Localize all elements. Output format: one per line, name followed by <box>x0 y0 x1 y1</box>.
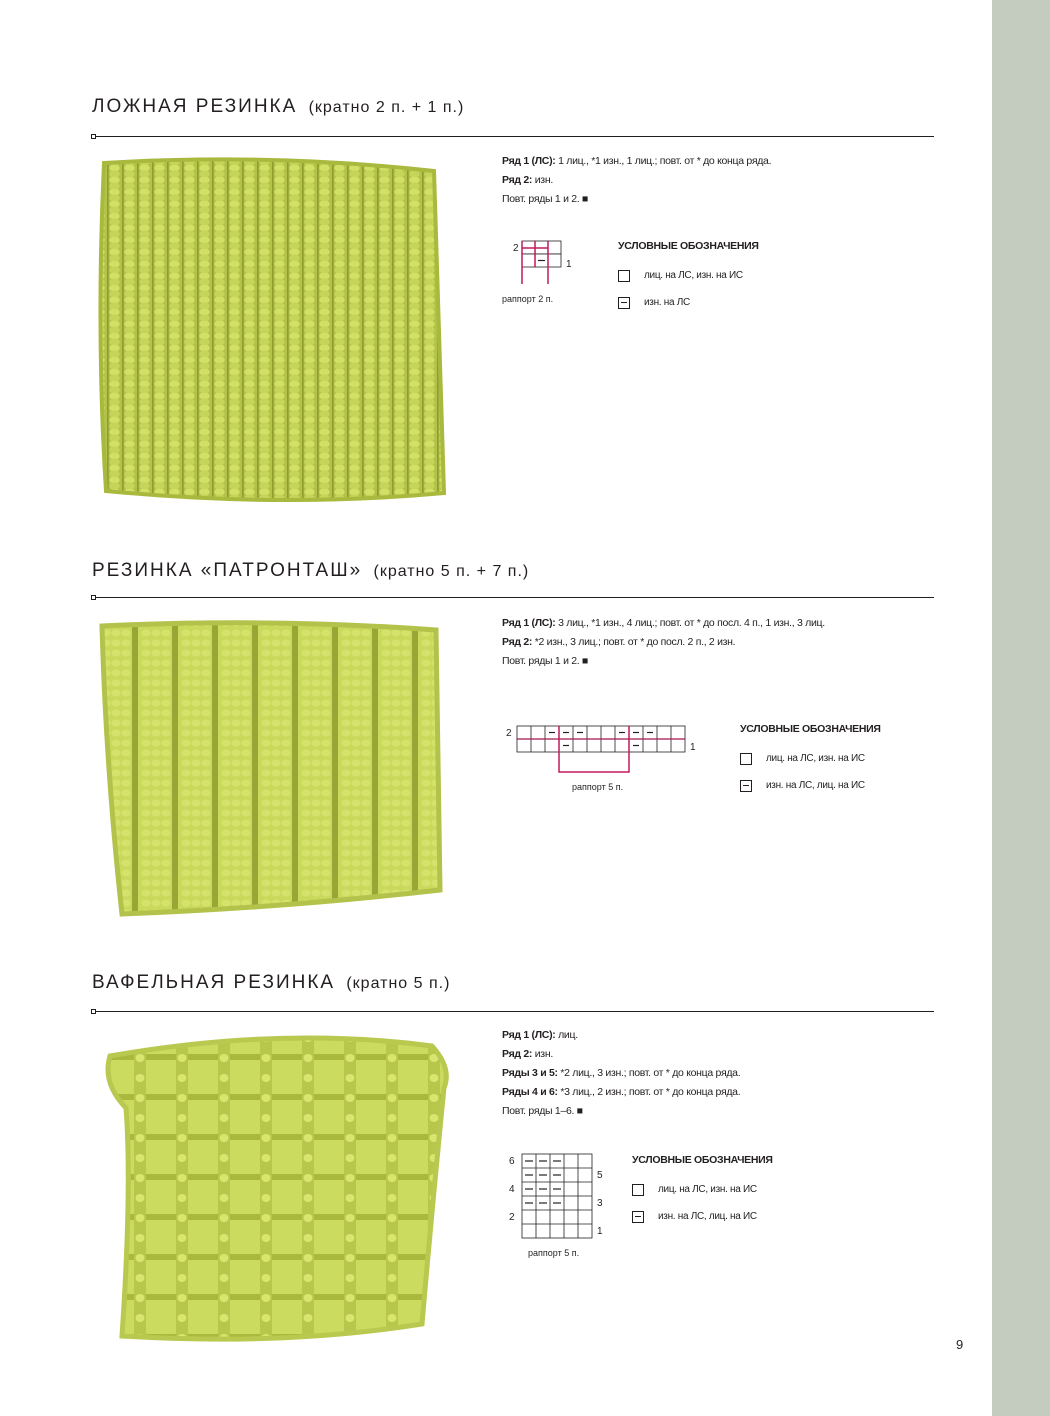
rule-dot <box>91 134 96 139</box>
swatch-image <box>92 1028 464 1350</box>
section-rule <box>92 136 934 137</box>
row-label: 5 <box>597 1170 603 1181</box>
legend-item: изн. на ЛС <box>618 289 759 316</box>
instruction-line: Ряд 2: *2 изн., 3 лиц.; повт. от * до посл. 2 п., 2 изн. <box>502 636 736 648</box>
instructions <box>502 152 771 209</box>
instruction-line: Ряд 1 (ЛС): лиц. <box>502 1029 578 1041</box>
stitch-chart <box>502 236 592 316</box>
repeat-label: раппорт 2 п. <box>502 294 554 304</box>
row-label: 1 <box>566 259 572 270</box>
row-label: 2 <box>509 1212 515 1223</box>
section-rule <box>92 597 934 598</box>
rule-dot <box>91 1009 96 1014</box>
instructions <box>502 614 825 671</box>
instruction-line: Повт. ряды 1 и 2. ■ <box>502 193 589 205</box>
legend-item: лиц. на ЛС, изн. на ИС <box>632 1176 773 1203</box>
legend-title: УСЛОВНЫЕ ОБОЗНАЧЕНИЯ <box>618 240 759 252</box>
stitch-chart <box>502 1150 612 1262</box>
instruction-line: Повт. ряды 1–6. ■ <box>502 1105 583 1117</box>
title-text: ВАФЕЛЬНАЯ РЕЗИНКА <box>92 972 336 993</box>
section-false-rib <box>92 96 934 516</box>
row-label: 3 <box>597 1198 603 1209</box>
section-title <box>92 560 529 582</box>
row-label: 2 <box>513 243 519 254</box>
legend <box>740 723 881 799</box>
row-label: 1 <box>597 1226 603 1237</box>
stitch-chart <box>502 720 702 800</box>
purl-symbol-icon <box>740 780 752 792</box>
knit-symbol-icon <box>632 1184 644 1196</box>
legend <box>618 240 759 316</box>
instruction-line: Ряд 1 (ЛС): 3 лиц., *1 изн., 4 лиц.; повт. от * до посл. 4 п., 1 изн., 3 лиц. <box>502 617 825 629</box>
legend-item: лиц. на ЛС, изн. на ИС <box>740 745 881 772</box>
repeat-label: раппорт 5 п. <box>528 1248 580 1258</box>
instruction-line: Ряды 3 и 5: *2 лиц., 3 изн.; повт. от * до конца ряда. <box>502 1067 741 1079</box>
title-qualifier: (кратно 2 п. + 1 п.) <box>308 99 465 116</box>
instruction-line: Ряды 4 и 6: *3 лиц., 2 изн.; повт. от * до конца ряда. <box>502 1086 741 1098</box>
row-label: 6 <box>509 1156 515 1167</box>
section-rule <box>92 1011 934 1012</box>
legend-item: изн. на ЛС, лиц. на ИС <box>740 772 881 799</box>
legend-title: УСЛОВНЫЕ ОБОЗНАЧЕНИЯ <box>632 1154 773 1166</box>
section-title <box>92 972 450 994</box>
purl-symbol-icon <box>632 1211 644 1223</box>
legend-title: УСЛОВНЫЕ ОБОЗНАЧЕНИЯ <box>740 723 881 735</box>
instruction-line: Повт. ряды 1 и 2. ■ <box>502 655 589 667</box>
title-text: ЛОЖНАЯ РЕЗИНКА <box>92 96 298 117</box>
swatch-image <box>92 153 462 513</box>
purl-symbol-icon <box>618 297 630 309</box>
section-waffle-rib <box>92 972 934 1362</box>
legend-item: лиц. на ЛС, изн. на ИС <box>618 262 759 289</box>
legend <box>632 1154 773 1230</box>
instructions <box>502 1026 740 1121</box>
row-label: 4 <box>509 1184 515 1195</box>
title-text: РЕЗИНКА «ПАТРОНТАШ» <box>92 560 363 581</box>
row-label: 2 <box>506 728 512 739</box>
rule-dot <box>91 595 96 600</box>
instruction-line: Ряд 2: изн. <box>502 174 553 186</box>
knit-symbol-icon <box>618 270 630 282</box>
page-number: 9 <box>956 1337 964 1352</box>
side-band <box>992 0 1050 1416</box>
knit-symbol-icon <box>740 753 752 765</box>
title-qualifier: (кратно 5 п.) <box>346 975 451 992</box>
instruction-line: Ряд 1 (ЛС): 1 лиц., *1 изн., 1 лиц.; повт. от * до конца ряда. <box>502 155 772 167</box>
instruction-line: Ряд 2: изн. <box>502 1048 553 1060</box>
title-qualifier: (кратно 5 п. + 7 п.) <box>373 563 530 580</box>
section-title <box>92 96 464 118</box>
legend-item: изн. на ЛС, лиц. на ИС <box>632 1203 773 1230</box>
row-label: 1 <box>690 742 696 753</box>
swatch-image <box>92 618 457 928</box>
repeat-label: раппорт 5 п. <box>572 782 624 792</box>
section-bandolier-rib <box>92 560 934 930</box>
